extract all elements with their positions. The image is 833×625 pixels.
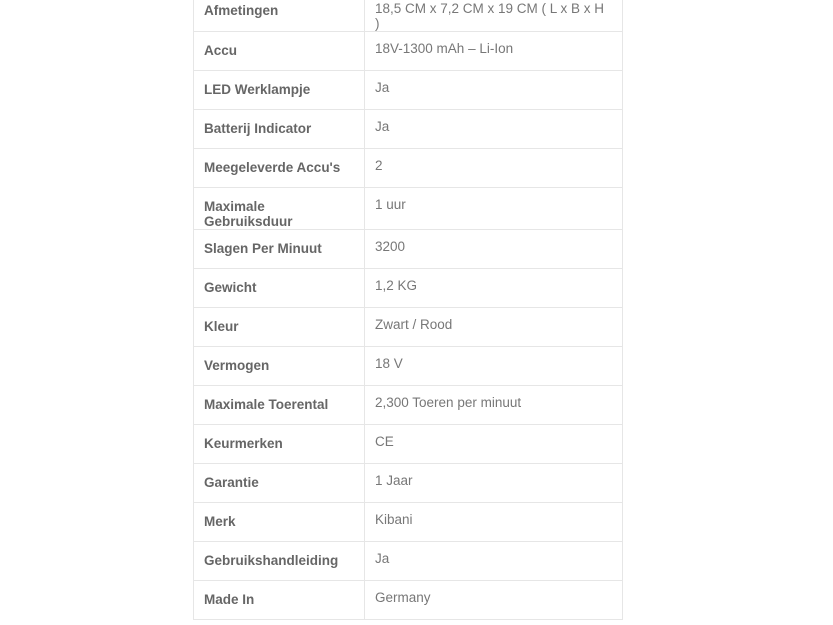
table-row bbox=[194, 347, 623, 386]
table-row bbox=[194, 503, 623, 542]
spec-label: Batterij Indicator bbox=[194, 110, 365, 149]
table-row bbox=[194, 581, 623, 620]
spec-label: Vermogen bbox=[194, 347, 365, 386]
spec-label: Gebruikshandleiding bbox=[194, 542, 365, 581]
spec-value: Ja bbox=[365, 71, 623, 110]
table-row bbox=[194, 230, 623, 269]
table-row bbox=[194, 32, 623, 71]
spec-value: Kibani bbox=[365, 503, 623, 542]
spec-label: Slagen Per Minuut bbox=[194, 230, 365, 269]
spec-label: Afmetingen bbox=[194, 0, 365, 32]
spec-label: Maximale Gebruiksduur bbox=[194, 188, 365, 230]
spec-label: Keurmerken bbox=[194, 425, 365, 464]
table-row bbox=[194, 0, 623, 32]
spec-value: CE bbox=[365, 425, 623, 464]
spec-label: Merk bbox=[194, 503, 365, 542]
spec-value: 1 Jaar bbox=[365, 464, 623, 503]
spec-label: Gewicht bbox=[194, 269, 365, 308]
spec-value: Germany bbox=[365, 581, 623, 620]
table-row bbox=[194, 269, 623, 308]
spec-label: Garantie bbox=[194, 464, 365, 503]
table-row bbox=[194, 71, 623, 110]
spec-label: Made In bbox=[194, 581, 365, 620]
spec-value: 1 uur bbox=[365, 188, 623, 230]
table-row bbox=[194, 542, 623, 581]
table-row bbox=[194, 425, 623, 464]
spec-value: 18V-1300 mAh – Li-Ion bbox=[365, 32, 623, 71]
table-row bbox=[194, 110, 623, 149]
spec-label: Meegeleverde Accu's bbox=[194, 149, 365, 188]
spec-value: 2 bbox=[365, 149, 623, 188]
spec-value: 3200 bbox=[365, 230, 623, 269]
table-row bbox=[194, 386, 623, 425]
table-row bbox=[194, 149, 623, 188]
spec-value: Ja bbox=[365, 542, 623, 581]
table-row bbox=[194, 464, 623, 503]
spec-value: 18 V bbox=[365, 347, 623, 386]
spec-label: Maximale Toerental bbox=[194, 386, 365, 425]
spec-value: 18,5 CM x 7,2 CM x 19 CM ( L x B x H ) bbox=[365, 0, 623, 32]
spec-value: 2,300 Toeren per minuut bbox=[365, 386, 623, 425]
spec-value: Zwart / Rood bbox=[365, 308, 623, 347]
spec-table bbox=[193, 0, 623, 620]
spec-label: Accu bbox=[194, 32, 365, 71]
spec-value: Ja bbox=[365, 110, 623, 149]
spec-label: Kleur bbox=[194, 308, 365, 347]
spec-value: 1,2 KG bbox=[365, 269, 623, 308]
table-row bbox=[194, 188, 623, 230]
table-row bbox=[194, 308, 623, 347]
spec-label: LED Werklampje bbox=[194, 71, 365, 110]
